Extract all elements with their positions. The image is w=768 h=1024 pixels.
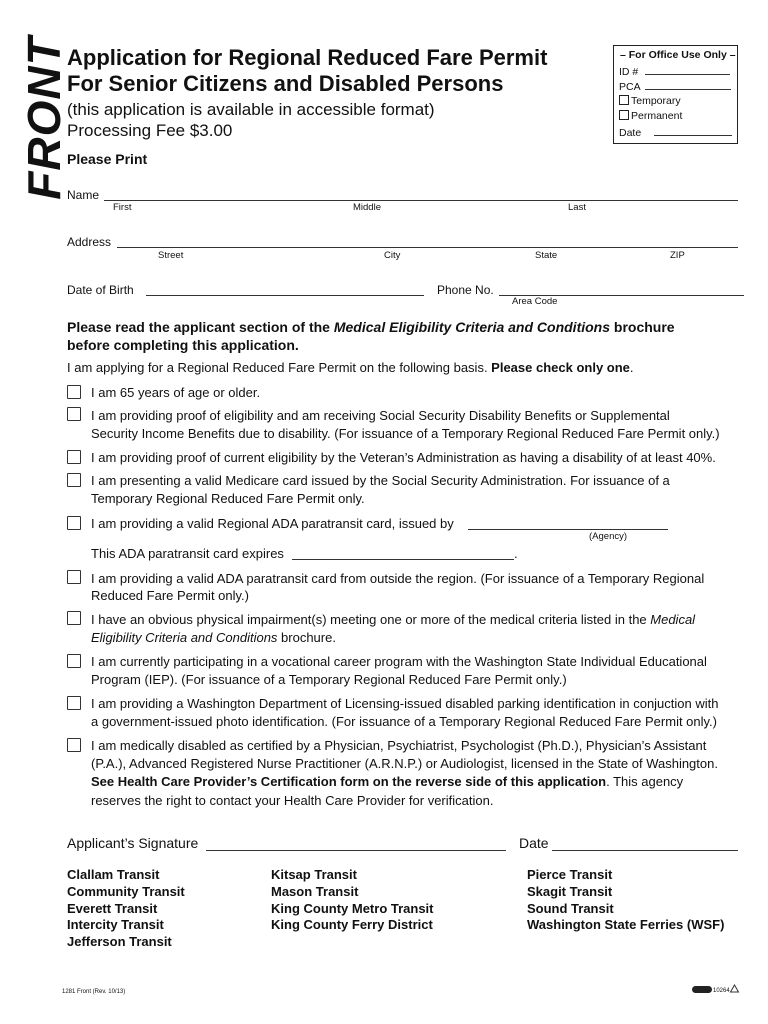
option-outside-ada-checkbox[interactable] <box>67 570 81 584</box>
temporary-checkbox[interactable] <box>619 95 629 105</box>
read-brochure-instruction: Please read the applicant section of the Medical Eligibility Criteria and Conditions brochure <box>67 319 675 335</box>
office-temporary-row: Temporary <box>619 95 681 107</box>
address-label: Address <box>67 235 112 249</box>
agency-name: Sound Transit <box>527 900 614 916</box>
agency-name: Intercity Transit <box>67 917 164 933</box>
option-ssdi-text-cont: Security Income Benefits due to disability. (For issuance of a Temporary Regional Reduced Fare Permit only.) <box>91 426 720 441</box>
address-state-caption: State <box>535 250 558 261</box>
option-age-65-checkbox[interactable] <box>67 385 81 399</box>
recycle-icon <box>729 984 740 995</box>
ada-card-expires-period: . <box>514 546 518 561</box>
signature-field[interactable] <box>206 850 506 851</box>
form-number: 1281 Front (Rev. 10/13) <box>62 989 126 995</box>
option-medically-certified-text-3: See Health Care Provider’s Certification form on the reverse side of this application. This agency <box>91 774 684 789</box>
option-medically-certified-text-4: reserves the right to contact your Health Care Provider for verification. <box>91 793 494 808</box>
option-outside-ada-text-cont: Reduced Fare Permit only.) <box>91 588 249 603</box>
agency-name: Community Transit <box>67 883 185 899</box>
option-parking-id-checkbox[interactable] <box>67 696 81 710</box>
option-vocational-checkbox[interactable] <box>67 654 81 668</box>
option-ssdi-checkbox[interactable] <box>67 407 81 421</box>
agency-name: King County Ferry District <box>271 917 433 933</box>
office-date-field[interactable] <box>654 126 732 136</box>
option-physical-impairment-text: I have an obvious physical impairment(s) meeting one or more of the medical criteria listed in the Medical <box>91 612 696 627</box>
option-age-65-text: I am 65 years of age or older. <box>91 385 261 400</box>
option-medicare-text: I am presenting a valid Medicare card issued by the Social Security Administration. For issuance of a <box>91 473 670 488</box>
option-medically-certified-text: I am medically disabled as certified by a Physician, Psychiatrist, Psychologist (Ph.D.), Physician’s Assistant <box>91 738 707 753</box>
signature-date-field[interactable] <box>552 850 738 851</box>
option-physical-impairment-checkbox[interactable] <box>67 611 81 625</box>
name-field[interactable] <box>104 200 738 201</box>
office-id-row: ID # <box>619 65 730 78</box>
office-pca-field[interactable] <box>645 80 731 90</box>
option-parking-id-text: I am providing a Washington Department of Licensing-issued disabled parking identification in conjuction with <box>91 696 719 711</box>
basis-instruction: I am applying for a Regional Reduced Fare Permit on the following basis. Please check only one. <box>67 360 634 375</box>
name-label: Name <box>67 188 100 202</box>
print-mark-icon <box>692 986 712 993</box>
option-medically-certified-text-2: (P.A.), Advanced Registered Nurse Practitioner (A.R.N.P.) or Audiologist, licensed in the State of Washington. <box>91 756 718 771</box>
address-field[interactable] <box>117 247 738 248</box>
agency-name: Mason Transit <box>271 883 359 899</box>
name-first-caption: First <box>113 202 132 213</box>
agency-name: Kitsap Transit <box>271 867 357 882</box>
option-parking-id-text-cont: a government-issued photo identification. (For issuance of a Temporary Regional Reduced Fare Permit only.) <box>91 714 717 729</box>
address-city-caption: City <box>384 250 401 261</box>
print-code: 10264 <box>713 988 730 994</box>
agency-name: Jefferson Transit <box>67 934 172 950</box>
office-pca-row: PCA <box>619 80 731 93</box>
name-middle-caption: Middle <box>353 202 381 213</box>
option-outside-ada-text: I am providing a valid ADA paratransit card from outside the region. (For issuance of a Temporary Regional <box>91 571 705 586</box>
option-vocational-text-cont: Program (IEP). (For issuance of a Temporary Regional Reduced Fare Permit only.) <box>91 672 567 687</box>
permanent-checkbox[interactable] <box>619 110 629 120</box>
please-print-note: Please Print <box>67 151 148 167</box>
option-vocational-text: I am currently participating in a vocational career program with the Washington State Individual Educational <box>91 654 707 669</box>
accessible-format-note: (this application is available in accessible format) <box>67 100 435 119</box>
office-permanent-row: Permanent <box>619 110 682 122</box>
signature-label: Applicant’s Signature <box>67 835 199 851</box>
signature-date-label: Date <box>519 835 549 851</box>
address-street-caption: Street <box>158 250 184 261</box>
form-title-line2: For Senior Citizens and Disabled Persons <box>67 71 504 96</box>
agency-caption: (Agency) <box>589 531 628 542</box>
option-medicare-checkbox[interactable] <box>67 473 81 487</box>
agency-name: Skagit Transit <box>527 883 613 899</box>
option-regional-ada-text: I am providing a valid Regional ADA paratransit card, issued by <box>91 516 454 531</box>
agency-name: King County Metro Transit <box>271 900 434 916</box>
processing-fee: Processing Fee $3.00 <box>67 121 233 140</box>
agency-name: Pierce Transit <box>527 867 613 882</box>
agency-name: Everett Transit <box>67 900 158 916</box>
option-medically-certified-checkbox[interactable] <box>67 738 81 752</box>
read-brochure-instruction-cont: before completing this application. <box>67 337 299 353</box>
phone-label: Phone No. <box>437 283 494 297</box>
issuing-agency-field[interactable] <box>468 529 668 530</box>
office-date-row: Date <box>619 126 732 139</box>
option-ssdi-text: I am providing proof of eligibility and am receiving Social Security Disability Benefits or Supplemental <box>91 408 670 423</box>
name-last-caption: Last <box>568 202 586 213</box>
option-physical-impairment-text-cont: Eligibility Criteria and Conditions brochure. <box>91 630 336 645</box>
dob-label: Date of Birth <box>67 283 134 297</box>
office-use-box <box>613 45 738 144</box>
option-veteran-text: I am providing proof of current eligibility by the Veteran’s Administration as having a disability of at least 40%. <box>91 450 716 465</box>
office-use-heading: – For Office Use Only – <box>620 49 736 61</box>
form-title-line1: Application for Regional Reduced Fare Permit <box>67 45 548 70</box>
agency-name: Washington State Ferries (WSF) <box>527 917 725 933</box>
phone-area-code-caption: Area Code <box>512 296 558 307</box>
ada-card-expires-label: This ADA paratransit card expires <box>91 546 284 561</box>
ada-card-expiration-field[interactable] <box>292 559 514 560</box>
option-medicare-text-cont: Temporary Regional Reduced Fare Permit only. <box>91 491 365 506</box>
front-side-label: FRONT <box>18 35 70 200</box>
agency-name: Clallam Transit <box>67 867 160 882</box>
option-veteran-checkbox[interactable] <box>67 450 81 464</box>
dob-field[interactable] <box>146 295 424 296</box>
option-regional-ada-checkbox[interactable] <box>67 516 81 530</box>
office-id-field[interactable] <box>645 65 730 75</box>
address-zip-caption: ZIP <box>670 250 685 261</box>
